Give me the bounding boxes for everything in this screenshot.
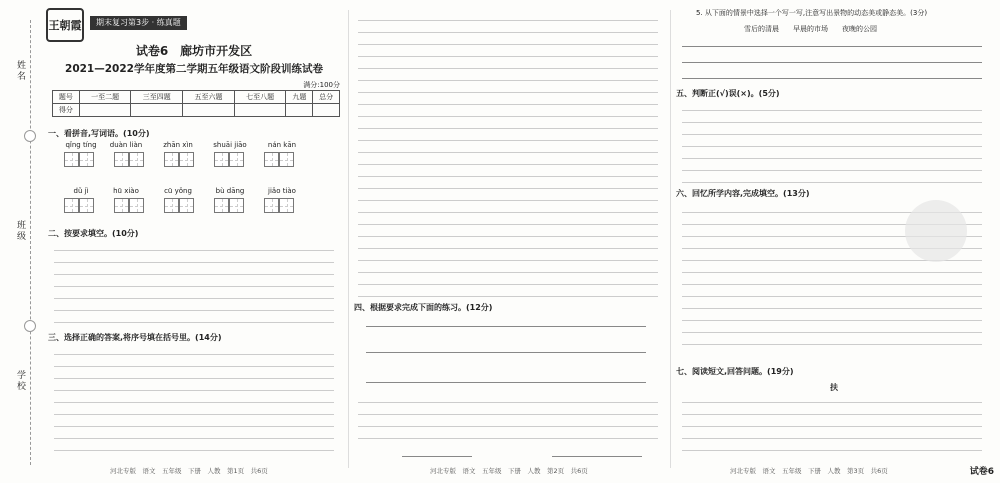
binding-margin bbox=[0, 0, 42, 483]
column-divider bbox=[670, 10, 671, 468]
pinyin: duàn liàn bbox=[109, 141, 143, 149]
passage-line bbox=[682, 402, 982, 403]
writing-cell[interactable] bbox=[129, 152, 144, 167]
question-line bbox=[358, 68, 658, 69]
pinyin: jiǎo tiào bbox=[268, 187, 296, 195]
writing-cell[interactable] bbox=[114, 198, 129, 213]
class-label: 班级 bbox=[15, 220, 25, 242]
question-line bbox=[358, 260, 658, 261]
question-line bbox=[358, 164, 658, 165]
question-line bbox=[358, 200, 658, 201]
score-row-label: 得分 bbox=[53, 104, 80, 117]
answer-line[interactable] bbox=[366, 352, 646, 353]
question-line bbox=[358, 152, 658, 153]
binding-line bbox=[30, 20, 31, 465]
name-label: 姓名 bbox=[15, 60, 25, 82]
column-1 bbox=[44, 6, 344, 476]
writing-cell[interactable] bbox=[264, 152, 279, 167]
question-line bbox=[54, 286, 334, 287]
section-6-heading: 六、回忆所学内容,完成填空。(13分) bbox=[676, 189, 810, 198]
score-header-cell: 五至六题 bbox=[183, 91, 235, 104]
section-1-heading: 一、看拼音,写词语。(10分) bbox=[48, 129, 150, 138]
column-2 bbox=[352, 6, 667, 476]
column-divider bbox=[348, 10, 349, 468]
page-footer-3: 河北专版 语文 五年级 下册 人教 第3页 共6页 bbox=[730, 467, 888, 475]
score-cell[interactable] bbox=[286, 104, 313, 117]
question-line bbox=[358, 212, 658, 213]
question-line bbox=[54, 378, 334, 379]
question-line bbox=[682, 110, 982, 111]
score-header-cell: 一至二题 bbox=[79, 91, 131, 104]
full-score-note: 满分:100分 bbox=[303, 81, 340, 89]
writing-grid-row-2 bbox=[64, 198, 294, 213]
section-3-heading: 三、选择正确的答案,将序号填在括号里。(14分) bbox=[48, 333, 222, 342]
question-line bbox=[358, 296, 658, 297]
review-step-tag: 期末复习第3步 · 练真题 bbox=[90, 16, 187, 30]
passage-line bbox=[682, 450, 982, 451]
answer-line[interactable] bbox=[366, 382, 646, 383]
question-line bbox=[682, 308, 982, 309]
pinyin: shuāi jiāo bbox=[213, 141, 247, 149]
writing-cell[interactable] bbox=[229, 152, 244, 167]
question-line bbox=[358, 56, 658, 57]
writing-cell[interactable] bbox=[229, 198, 244, 213]
answer-line[interactable] bbox=[552, 456, 642, 457]
pinyin: zhān xìn bbox=[163, 141, 193, 149]
score-cell[interactable] bbox=[131, 104, 183, 117]
score-header-cell: 九题 bbox=[286, 91, 313, 104]
writing-cell[interactable] bbox=[64, 152, 79, 167]
question-line bbox=[358, 236, 658, 237]
question-line bbox=[54, 426, 334, 427]
pinyin-row-1 bbox=[62, 140, 308, 151]
question-line bbox=[54, 310, 334, 311]
writing-grid-row-1 bbox=[64, 152, 294, 167]
section-5-heading: 五、判断正(√)误(×)。(5分) bbox=[676, 89, 780, 98]
score-cell[interactable] bbox=[79, 104, 131, 117]
paper-number-tag: 试卷6 bbox=[969, 467, 994, 477]
question-line bbox=[54, 414, 334, 415]
pinyin: dǔ jì bbox=[73, 187, 89, 195]
writing-cell[interactable] bbox=[264, 198, 279, 213]
question-line bbox=[358, 284, 658, 285]
writing-cell[interactable] bbox=[129, 198, 144, 213]
passage-title: 扶 bbox=[830, 383, 838, 392]
section-7-heading: 七、阅读短文,回答问题。(19分) bbox=[676, 367, 794, 376]
writing-cell[interactable] bbox=[279, 198, 294, 213]
question-line bbox=[358, 176, 658, 177]
question-line bbox=[358, 224, 658, 225]
writing-cell[interactable] bbox=[179, 152, 194, 167]
question-line bbox=[682, 296, 982, 297]
writing-cell[interactable] bbox=[179, 198, 194, 213]
question-line bbox=[54, 390, 334, 391]
score-header-cell: 七至八题 bbox=[234, 91, 286, 104]
question-line bbox=[358, 116, 658, 117]
answer-line[interactable] bbox=[682, 46, 982, 47]
question-line bbox=[358, 426, 658, 427]
answer-line[interactable] bbox=[402, 456, 472, 457]
question-line bbox=[54, 262, 334, 263]
question-line bbox=[358, 44, 658, 45]
pinyin: hū xiào bbox=[113, 187, 139, 195]
question-line bbox=[54, 450, 334, 451]
watermark-stamp bbox=[905, 200, 967, 262]
publisher-logo: 王朝霞 bbox=[46, 8, 84, 42]
exam-subtitle: 2021—2022学年度第二学期五年级语文阶段训练试卷 bbox=[65, 63, 323, 75]
score-cell[interactable] bbox=[183, 104, 235, 117]
score-cell[interactable] bbox=[313, 104, 340, 117]
question-line bbox=[682, 182, 982, 183]
question-line bbox=[54, 274, 334, 275]
question-line bbox=[682, 284, 982, 285]
page-footer-1: 河北专版 语文 五年级 下册 人教 第1页 共6页 bbox=[110, 467, 268, 475]
question-line bbox=[682, 272, 982, 273]
section-4-heading: 四、根据要求完成下面的练习。(12分) bbox=[354, 303, 493, 312]
writing-cell[interactable] bbox=[164, 152, 179, 167]
question-line bbox=[682, 146, 982, 147]
score-table bbox=[52, 90, 340, 117]
pinyin-row-2 bbox=[62, 186, 308, 197]
question-line bbox=[358, 128, 658, 129]
question-line bbox=[358, 402, 658, 403]
pinyin: bù dāng bbox=[215, 187, 245, 195]
writing-cell[interactable] bbox=[79, 198, 94, 213]
question-line bbox=[358, 414, 658, 415]
question-line bbox=[682, 158, 982, 159]
question-line bbox=[358, 80, 658, 81]
writing-cell[interactable] bbox=[214, 198, 229, 213]
writing-cell[interactable] bbox=[114, 152, 129, 167]
question-line bbox=[358, 438, 658, 439]
question-line bbox=[358, 20, 658, 21]
score-header-cell: 题号 bbox=[53, 91, 80, 104]
pinyin: nán kān bbox=[267, 141, 297, 149]
question-line bbox=[682, 332, 982, 333]
question-line bbox=[54, 438, 334, 439]
question-line bbox=[682, 122, 982, 123]
question-5-prompt: 5. 从下面的情景中选择一个写一写,注意写出景物的动态美或静态美。(3分) bbox=[696, 9, 928, 17]
answer-line[interactable] bbox=[682, 78, 982, 79]
pinyin: cū yǒng bbox=[164, 187, 192, 195]
score-cell[interactable] bbox=[234, 104, 286, 117]
question-line bbox=[54, 366, 334, 367]
question-line bbox=[682, 344, 982, 345]
question-line bbox=[54, 250, 334, 251]
question-line bbox=[358, 32, 658, 33]
question-line bbox=[54, 298, 334, 299]
school-label: 学校 bbox=[15, 370, 25, 392]
passage-line bbox=[682, 414, 982, 415]
score-header-cell: 三至四题 bbox=[131, 91, 183, 104]
writing-cell[interactable] bbox=[214, 152, 229, 167]
pinyin: qǐng tíng bbox=[65, 141, 97, 149]
question-line bbox=[358, 188, 658, 189]
question-line bbox=[358, 140, 658, 141]
writing-cell[interactable] bbox=[279, 152, 294, 167]
writing-cell[interactable] bbox=[64, 198, 79, 213]
answer-line[interactable] bbox=[366, 326, 646, 327]
question-line bbox=[358, 248, 658, 249]
exam-title: 试卷6 廊坊市开发区 bbox=[135, 44, 253, 58]
question-line bbox=[54, 402, 334, 403]
answer-line[interactable] bbox=[682, 62, 982, 63]
writing-cell[interactable] bbox=[164, 198, 179, 213]
section-2-heading: 二、按要求填空。(10分) bbox=[48, 229, 139, 238]
question-line bbox=[682, 320, 982, 321]
question-line bbox=[358, 104, 658, 105]
question-line bbox=[358, 92, 658, 93]
writing-cell[interactable] bbox=[79, 152, 94, 167]
question-line bbox=[358, 272, 658, 273]
passage-line bbox=[682, 426, 982, 427]
passage-line bbox=[682, 438, 982, 439]
page-footer-2: 河北专版 语文 五年级 下册 人教 第2页 共6页 bbox=[430, 467, 588, 475]
question-line bbox=[54, 322, 334, 323]
score-header-cell: 总分 bbox=[313, 91, 340, 104]
binding-hole bbox=[24, 320, 36, 332]
binding-hole bbox=[24, 130, 36, 142]
question-line bbox=[54, 354, 334, 355]
scene-options: 雪后的清晨 早晨的市场 夜晚的公园 bbox=[744, 25, 877, 33]
question-line bbox=[682, 134, 982, 135]
question-line bbox=[682, 170, 982, 171]
